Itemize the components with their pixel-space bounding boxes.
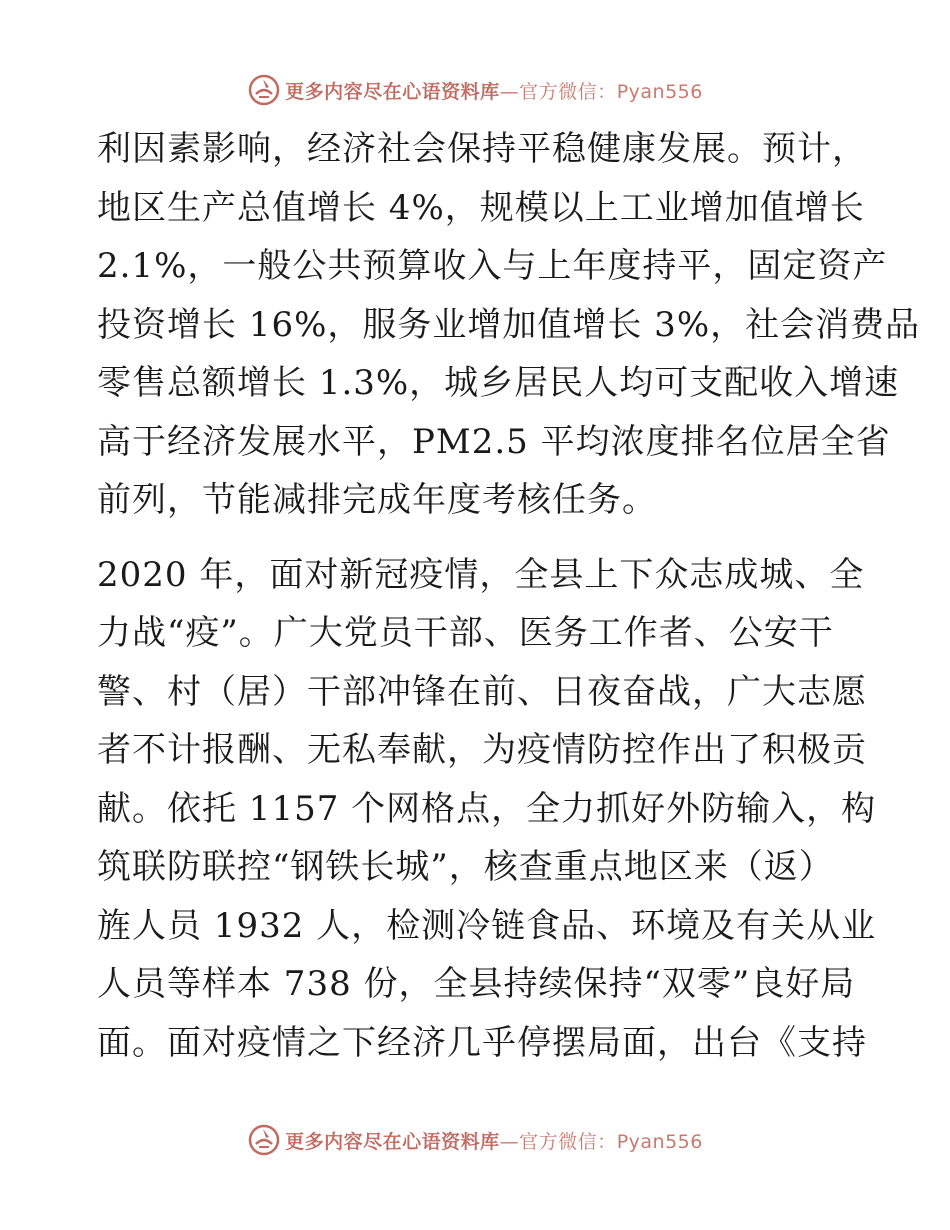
text-line: 人员等样本 738 份，全县持续保持“双零”良好局: [97, 964, 856, 1004]
watermark-channel: 官方微信：: [519, 1130, 617, 1153]
watermark-main: 更多内容尽在心语资料库: [285, 1130, 500, 1153]
paragraph-gap: [97, 530, 867, 546]
watermark-id: Pyan556: [616, 1130, 703, 1153]
text-line: 力战“疫”。广大党员干部、医务工作者、公安干: [97, 613, 834, 653]
text-line: 面。面对疫情之下经济几乎停摆局面，出台《支持: [97, 1022, 867, 1063]
paragraph-1: [97, 120, 921, 530]
text-line: 旌人员 1932 人，检测冷链食品、环境及有关从业: [97, 905, 877, 946]
text-line: 警、村（居）干部冲锋在前、日夜奋战，广大志愿: [97, 671, 867, 712]
text-line: 筑联防联控“钢铁长城”，核查重点地区来（返）: [97, 847, 834, 887]
text-line: 献。依托 1157 个网格点，全力抓好外防输入，构: [97, 788, 877, 829]
text-line: 高于经济发展水平，PM2.5 平均浓度排名位居全省: [97, 421, 891, 462]
text-line: 者不计报酬、无私奉献，为疫情防控作出了积极贡: [97, 730, 867, 770]
text-line: 利因素影响，经济社会保持平稳健康发展。预计，: [97, 129, 867, 169]
text-line: 地区生产总值增长 4%，规模以上工业增加值增长: [97, 187, 865, 228]
document-body: [97, 120, 921, 1072]
book-pen-logo-icon: [247, 73, 281, 107]
watermark-text: [285, 77, 703, 104]
watermark-channel: 官方微信：: [519, 80, 617, 103]
book-pen-logo-icon: [247, 1123, 281, 1157]
text-line: 前列，节能减排完成年度考核任务。: [97, 480, 657, 520]
text-line: 2.1%，一般公共预算收入与上年度持平，固定资产: [97, 246, 888, 286]
watermark-main: 更多内容尽在心语资料库: [285, 80, 500, 103]
watermark-id: Pyan556: [616, 80, 703, 103]
watermark-separator: —: [499, 80, 520, 103]
watermark-separator: —: [499, 1130, 520, 1153]
text-line: 2020 年，面对新冠疫情，全县上下众志成城、全: [97, 554, 865, 595]
watermark-header: [0, 70, 950, 110]
paragraph-2: [97, 546, 877, 1073]
watermark-text: [285, 1127, 703, 1154]
text-line: 零售总额增长 1.3%，城乡居民人均可支配收入增速: [97, 363, 900, 403]
text-line: 投资增长 16%，服务业增加值增长 3%，社会消费品: [97, 304, 921, 345]
watermark-footer: [0, 1120, 950, 1160]
